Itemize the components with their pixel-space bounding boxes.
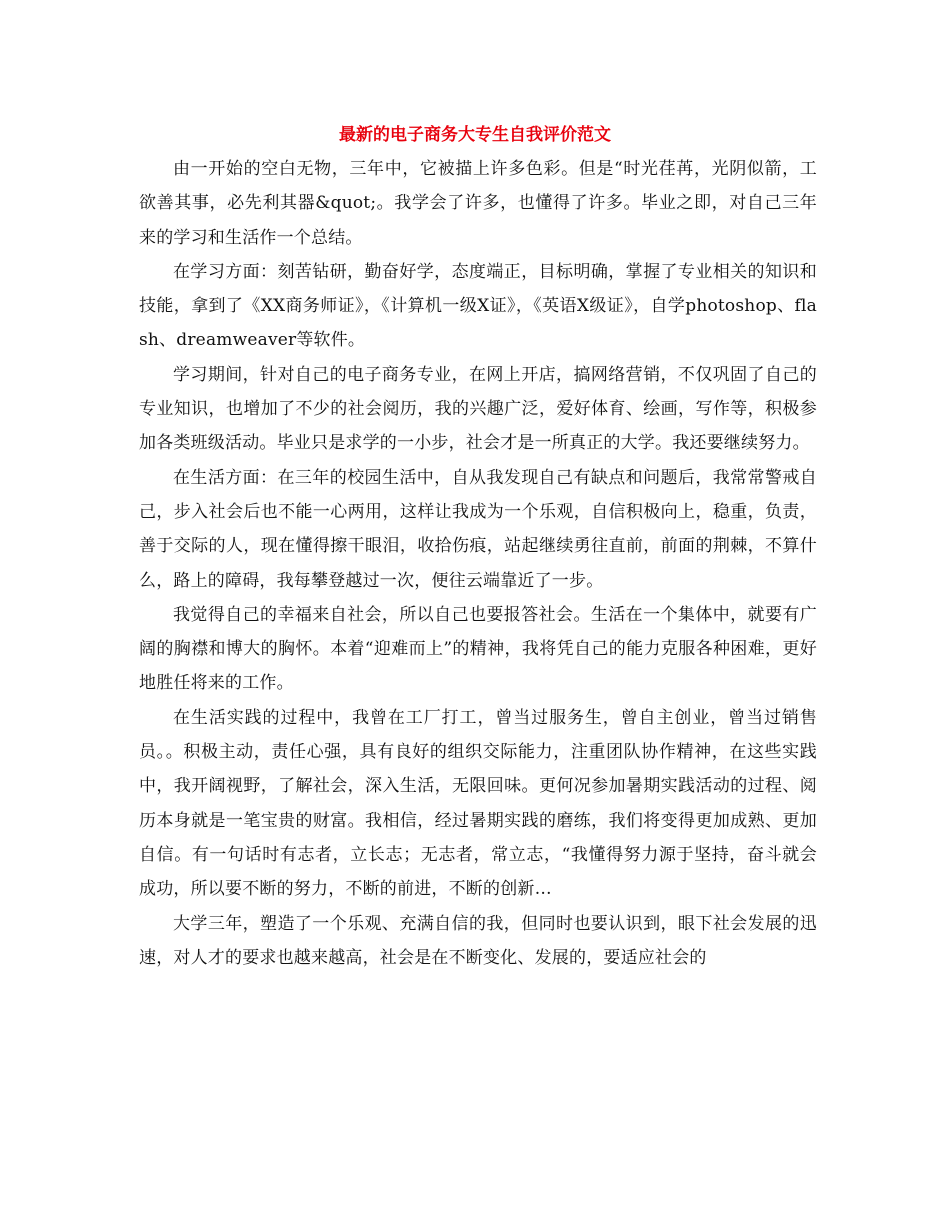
- document-title: 最新的电子商务大专生自我评价范文: [339, 125, 611, 145]
- paragraph-intro: 由一开始的空白无物，三年中，它被描上许多色彩。但是“时光荏苒，光阴似箭，工欲善其事，必先利其器&quot;。我学会了许多，也懂得了许多。毕业之即，对自己三年来的学习和生活作一个总结。: [139, 159, 817, 248]
- document-body: [139, 152, 817, 975]
- paragraph-conclusion: 大学三年，塑造了一个乐观、充满自信的我，但同时也要认识到，眼下社会发展的迅速，对人才的要求也越来越高，社会是在不断变化、发展的，要适应社会的: [139, 913, 817, 968]
- paragraph-society: 我觉得自己的幸福来自社会，所以自己也要报答社会。生活在一个集体中，就要有广阔的胸襟和博大的胸怀。本着“迎难而上”的精神，我将凭自己的能力克服各种困难，更好地胜任将来的工作。: [139, 604, 817, 694]
- paragraph-study-period: 学习期间，针对自己的电子商务专业，在网上开店，搞网络营销，不仅巩固了自己的专业知识，也增加了不少的社会阅历，我的兴趣广泛，爱好体育、绘画，写作等，积极参加各类班级活动。毕业只是求学的一小步，社会才是一所真正的大学。我还要继续努力。: [139, 364, 817, 454]
- paragraph-life: 在生活方面：在三年的校园生活中，自从我发现自己有缺点和问题后，我常常警戒自己，步入社会后也不能一心两用，这样让我成为一个乐观，自信积极向上，稳重，负责，善于交际的人，现在懂得擦干眼泪，收拾伤痕，站起继续勇往直前，前面的荆棘，不算什么，路上的障碍，我每攀登越过一次，便往云端靠近了一步。: [139, 467, 817, 591]
- paragraph-practice: 在生活实践的过程中，我曾在工厂打工，曾当过服务生，曾自主创业，曾当过销售员。。积极主动，责任心强，具有良好的组织交际能力，注重团队协作精神，在这些实践中，我开阔视野，了解社会，深入生活，无限回味。更何况参加暑期实践活动的过程、阅历本身就是一笔宝贵的财富。我相信，经过暑期实践的磨练，我们将变得更加成熟、更加自信。有一句话时有志者，立长志；无志者，常立志，“我懂得努力源于坚持，奋斗就会成功，所以要不断的努力，不断的前进，不断的创新…: [139, 707, 817, 900]
- paragraph-study: 在学习方面：刻苦钻研，勤奋好学，态度端正，目标明确，掌握了专业相关的知识和技能，拿到了《XX商务师证》，《计算机一级X证》，《英语X级证》，自学photoshop、flash、dreamweaver等软件。: [139, 261, 817, 351]
